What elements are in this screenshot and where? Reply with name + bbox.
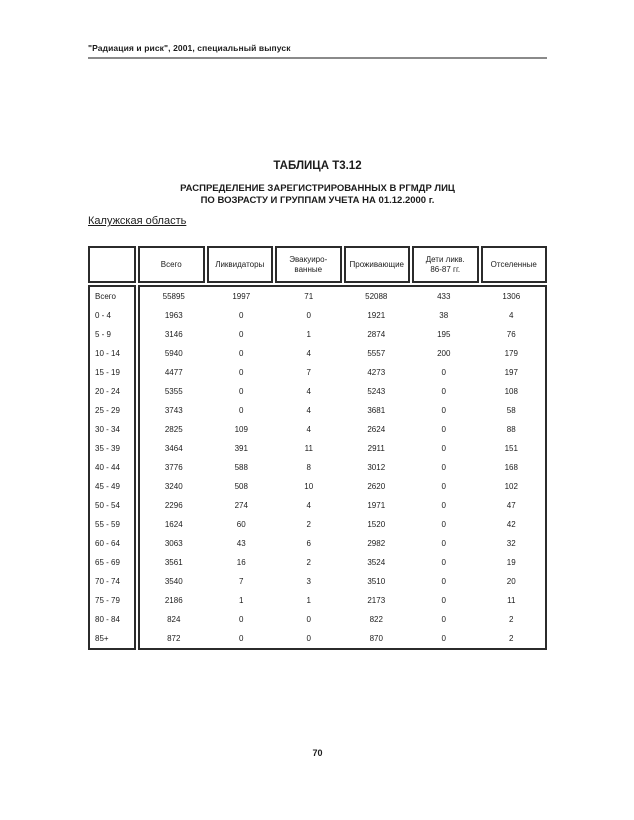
data-cell: 2825	[164, 425, 183, 434]
data-cell: 197	[504, 368, 518, 377]
data-cell: 3146	[164, 330, 183, 339]
data-cell: 0	[441, 615, 446, 624]
data-cell: 52088	[365, 292, 388, 301]
data-cell: 0	[239, 387, 244, 396]
data-cell: 0	[306, 311, 311, 320]
column-header-cell	[412, 246, 479, 283]
row-label: 55 - 59	[95, 520, 120, 529]
data-cell: 3012	[367, 463, 386, 472]
data-grid	[138, 285, 547, 650]
data-cell: 151	[504, 444, 518, 453]
data-cell: 1	[306, 596, 311, 605]
data-cell: 0	[441, 368, 446, 377]
data-cell: 1306	[502, 292, 521, 301]
data-cell: 3240	[164, 482, 183, 491]
page-number: 70	[312, 748, 323, 758]
data-cell: 168	[504, 463, 518, 472]
row-label: 10 - 14	[95, 349, 120, 358]
data-cell: 588	[234, 463, 248, 472]
data-cell: 5355	[164, 387, 183, 396]
data-cell: 0	[239, 615, 244, 624]
data-cell: 1624	[164, 520, 183, 529]
data-cell: 4273	[367, 368, 386, 377]
data-cell: 0	[239, 349, 244, 358]
data-cell: 433	[437, 292, 451, 301]
data-cell: 11	[507, 596, 516, 605]
data-cell: 0	[441, 482, 446, 491]
data-cell: 200	[437, 349, 451, 358]
data-cell: 102	[504, 482, 518, 491]
data-cell: 3510	[367, 577, 386, 586]
data-cell: 0	[441, 577, 446, 586]
column-header-line: ванные	[294, 264, 323, 274]
data-cell: 0	[441, 596, 446, 605]
data-cell: 19	[506, 558, 516, 567]
data-cell: 55895	[162, 292, 185, 301]
data-cell: 195	[437, 330, 451, 339]
data-cell: 824	[167, 615, 181, 624]
data-cell: 3464	[164, 444, 183, 453]
data-cell: 4	[306, 349, 311, 358]
column-header-line: Эвакуиро-	[289, 255, 328, 264]
data-cell: 2911	[367, 444, 385, 453]
data-cell: 0	[441, 463, 446, 472]
column-header-line: Дети ликв.	[425, 255, 465, 264]
data-cell: 10	[304, 482, 314, 491]
row-label-column	[88, 285, 136, 650]
row-label: 50 - 54	[95, 501, 120, 510]
column-header-cell	[344, 246, 411, 283]
data-cell: 2	[509, 615, 514, 624]
column-header-line: Проживающие	[349, 259, 404, 269]
data-cell: 0	[306, 615, 311, 624]
data-cell: 2186	[164, 596, 183, 605]
data-cell: 3743	[164, 406, 183, 415]
data-cell: 58	[506, 406, 516, 415]
row-label: Всего	[95, 292, 116, 301]
data-cell: 2	[306, 520, 311, 529]
data-cell: 822	[369, 615, 383, 624]
subtitle-line-1: РАСПРЕДЕЛЕНИЕ ЗАРЕГИСТРИРОВАННЫХ В РГМДР ЛИЦ	[180, 183, 455, 194]
data-cell: 0	[441, 501, 446, 510]
row-label: 80 - 84	[95, 615, 120, 624]
row-label: 70 - 74	[95, 577, 120, 586]
data-cell: 3681	[367, 406, 386, 415]
data-cell: 0	[441, 558, 446, 567]
column-header-line: Всего	[160, 259, 182, 269]
subtitle-line-2: ПО ВОЗРАСТУ И ГРУППАМ УЧЕТА НА 01.12.2000 г.	[200, 195, 435, 206]
data-cell: 1921	[367, 311, 386, 320]
table-body	[88, 285, 547, 650]
data-cell: 0	[441, 406, 446, 415]
row-label: 20 - 24	[95, 387, 120, 396]
data-cell: 8	[306, 463, 311, 472]
data-cell: 0	[239, 330, 244, 339]
row-label: 0 - 4	[95, 311, 112, 320]
data-cell: 7	[306, 368, 311, 377]
data-cell: 2620	[367, 482, 386, 491]
data-cell: 20	[506, 577, 516, 586]
header-rule	[88, 57, 547, 59]
data-cell: 3561	[164, 558, 183, 567]
data-cell: 0	[441, 539, 446, 548]
data-cell: 109	[234, 425, 248, 434]
data-cell: 1963	[164, 311, 183, 320]
data-cell: 16	[236, 558, 246, 567]
row-label: 5 - 9	[95, 330, 112, 339]
data-cell: 2296	[164, 501, 183, 510]
data-cell: 4	[306, 501, 311, 510]
table-header-row	[88, 246, 547, 283]
data-cell: 0	[441, 387, 446, 396]
data-cell: 3524	[367, 558, 386, 567]
row-label: 45 - 49	[95, 482, 120, 491]
data-cell: 2874	[367, 330, 386, 339]
region-label: Калужская область	[88, 215, 187, 227]
column-header-line: 86-87 гг.	[430, 264, 461, 274]
row-label: 75 - 79	[95, 596, 120, 605]
data-cell: 71	[304, 292, 314, 301]
data-cell: 5557	[367, 349, 386, 358]
data-table	[88, 246, 547, 650]
data-cell: 76	[506, 330, 516, 339]
data-cell: 391	[234, 444, 248, 453]
data-cell: 1997	[232, 292, 251, 301]
data-cell: 3063	[164, 539, 183, 548]
data-cell: 6	[306, 539, 311, 548]
data-cell: 274	[234, 501, 248, 510]
row-label: 40 - 44	[95, 463, 120, 472]
data-cell: 60	[236, 520, 246, 529]
data-cell: 2624	[367, 425, 386, 434]
data-cell: 3	[306, 577, 311, 586]
row-label: 30 - 34	[95, 425, 120, 434]
row-label: 65 - 69	[95, 558, 120, 567]
data-cell: 0	[239, 634, 244, 643]
data-cell: 0	[306, 634, 311, 643]
data-cell: 4477	[164, 368, 183, 377]
data-cell: 0	[239, 406, 244, 415]
column-header-cell	[138, 246, 205, 283]
row-label: 25 - 29	[95, 406, 120, 415]
data-cell: 42	[506, 520, 516, 529]
data-cell: 2	[306, 558, 311, 567]
data-cell: 108	[504, 387, 518, 396]
data-cell: 2173	[367, 596, 386, 605]
row-label: 35 - 39	[95, 444, 120, 453]
data-cell: 3540	[164, 577, 183, 586]
row-label: 60 - 64	[95, 539, 120, 548]
data-cell: 0	[441, 634, 446, 643]
data-cell: 870	[369, 634, 383, 643]
data-cell: 1	[239, 596, 244, 605]
data-cell: 38	[439, 311, 449, 320]
data-cell: 4	[306, 387, 311, 396]
data-cell: 0	[441, 425, 446, 434]
data-cell: 47	[506, 501, 516, 510]
data-cell: 4	[509, 311, 514, 320]
data-cell: 3776	[164, 463, 183, 472]
data-cell: 508	[234, 482, 248, 491]
data-cell: 11	[304, 444, 313, 453]
data-cell: 1	[306, 330, 311, 339]
data-cell: 7	[239, 577, 244, 586]
data-cell: 4	[306, 406, 311, 415]
data-cell: 5243	[367, 387, 386, 396]
data-cell: 32	[506, 539, 516, 548]
data-cell: 1971	[367, 501, 386, 510]
data-cell: 4	[306, 425, 311, 434]
column-header-cell	[275, 246, 342, 283]
data-cell: 2982	[367, 539, 386, 548]
column-header-cell	[207, 246, 274, 283]
data-cell: 2	[509, 634, 514, 643]
column-header-cell	[481, 246, 548, 283]
data-cell: 5940	[164, 349, 183, 358]
row-label: 85+	[95, 634, 109, 643]
corner-header-cell	[88, 246, 136, 283]
data-cell: 0	[239, 311, 244, 320]
data-cell: 0	[239, 368, 244, 377]
table-subtitle	[88, 183, 547, 207]
data-cell: 43	[236, 539, 246, 548]
data-cell: 1520	[367, 520, 386, 529]
data-cell: 0	[441, 444, 446, 453]
row-label: 15 - 19	[95, 368, 120, 377]
journal-header: "Радиация и риск", 2001, специальный выпуск	[88, 43, 291, 53]
column-header-line: Отселенные	[490, 259, 537, 269]
data-cell: 179	[504, 349, 518, 358]
table-title: ТАБЛИЦА Т3.12	[273, 160, 362, 172]
column-header-line: Ликвидаторы	[215, 259, 265, 269]
data-cell: 0	[441, 520, 446, 529]
data-cell: 872	[167, 634, 181, 643]
data-cell: 88	[506, 425, 516, 434]
